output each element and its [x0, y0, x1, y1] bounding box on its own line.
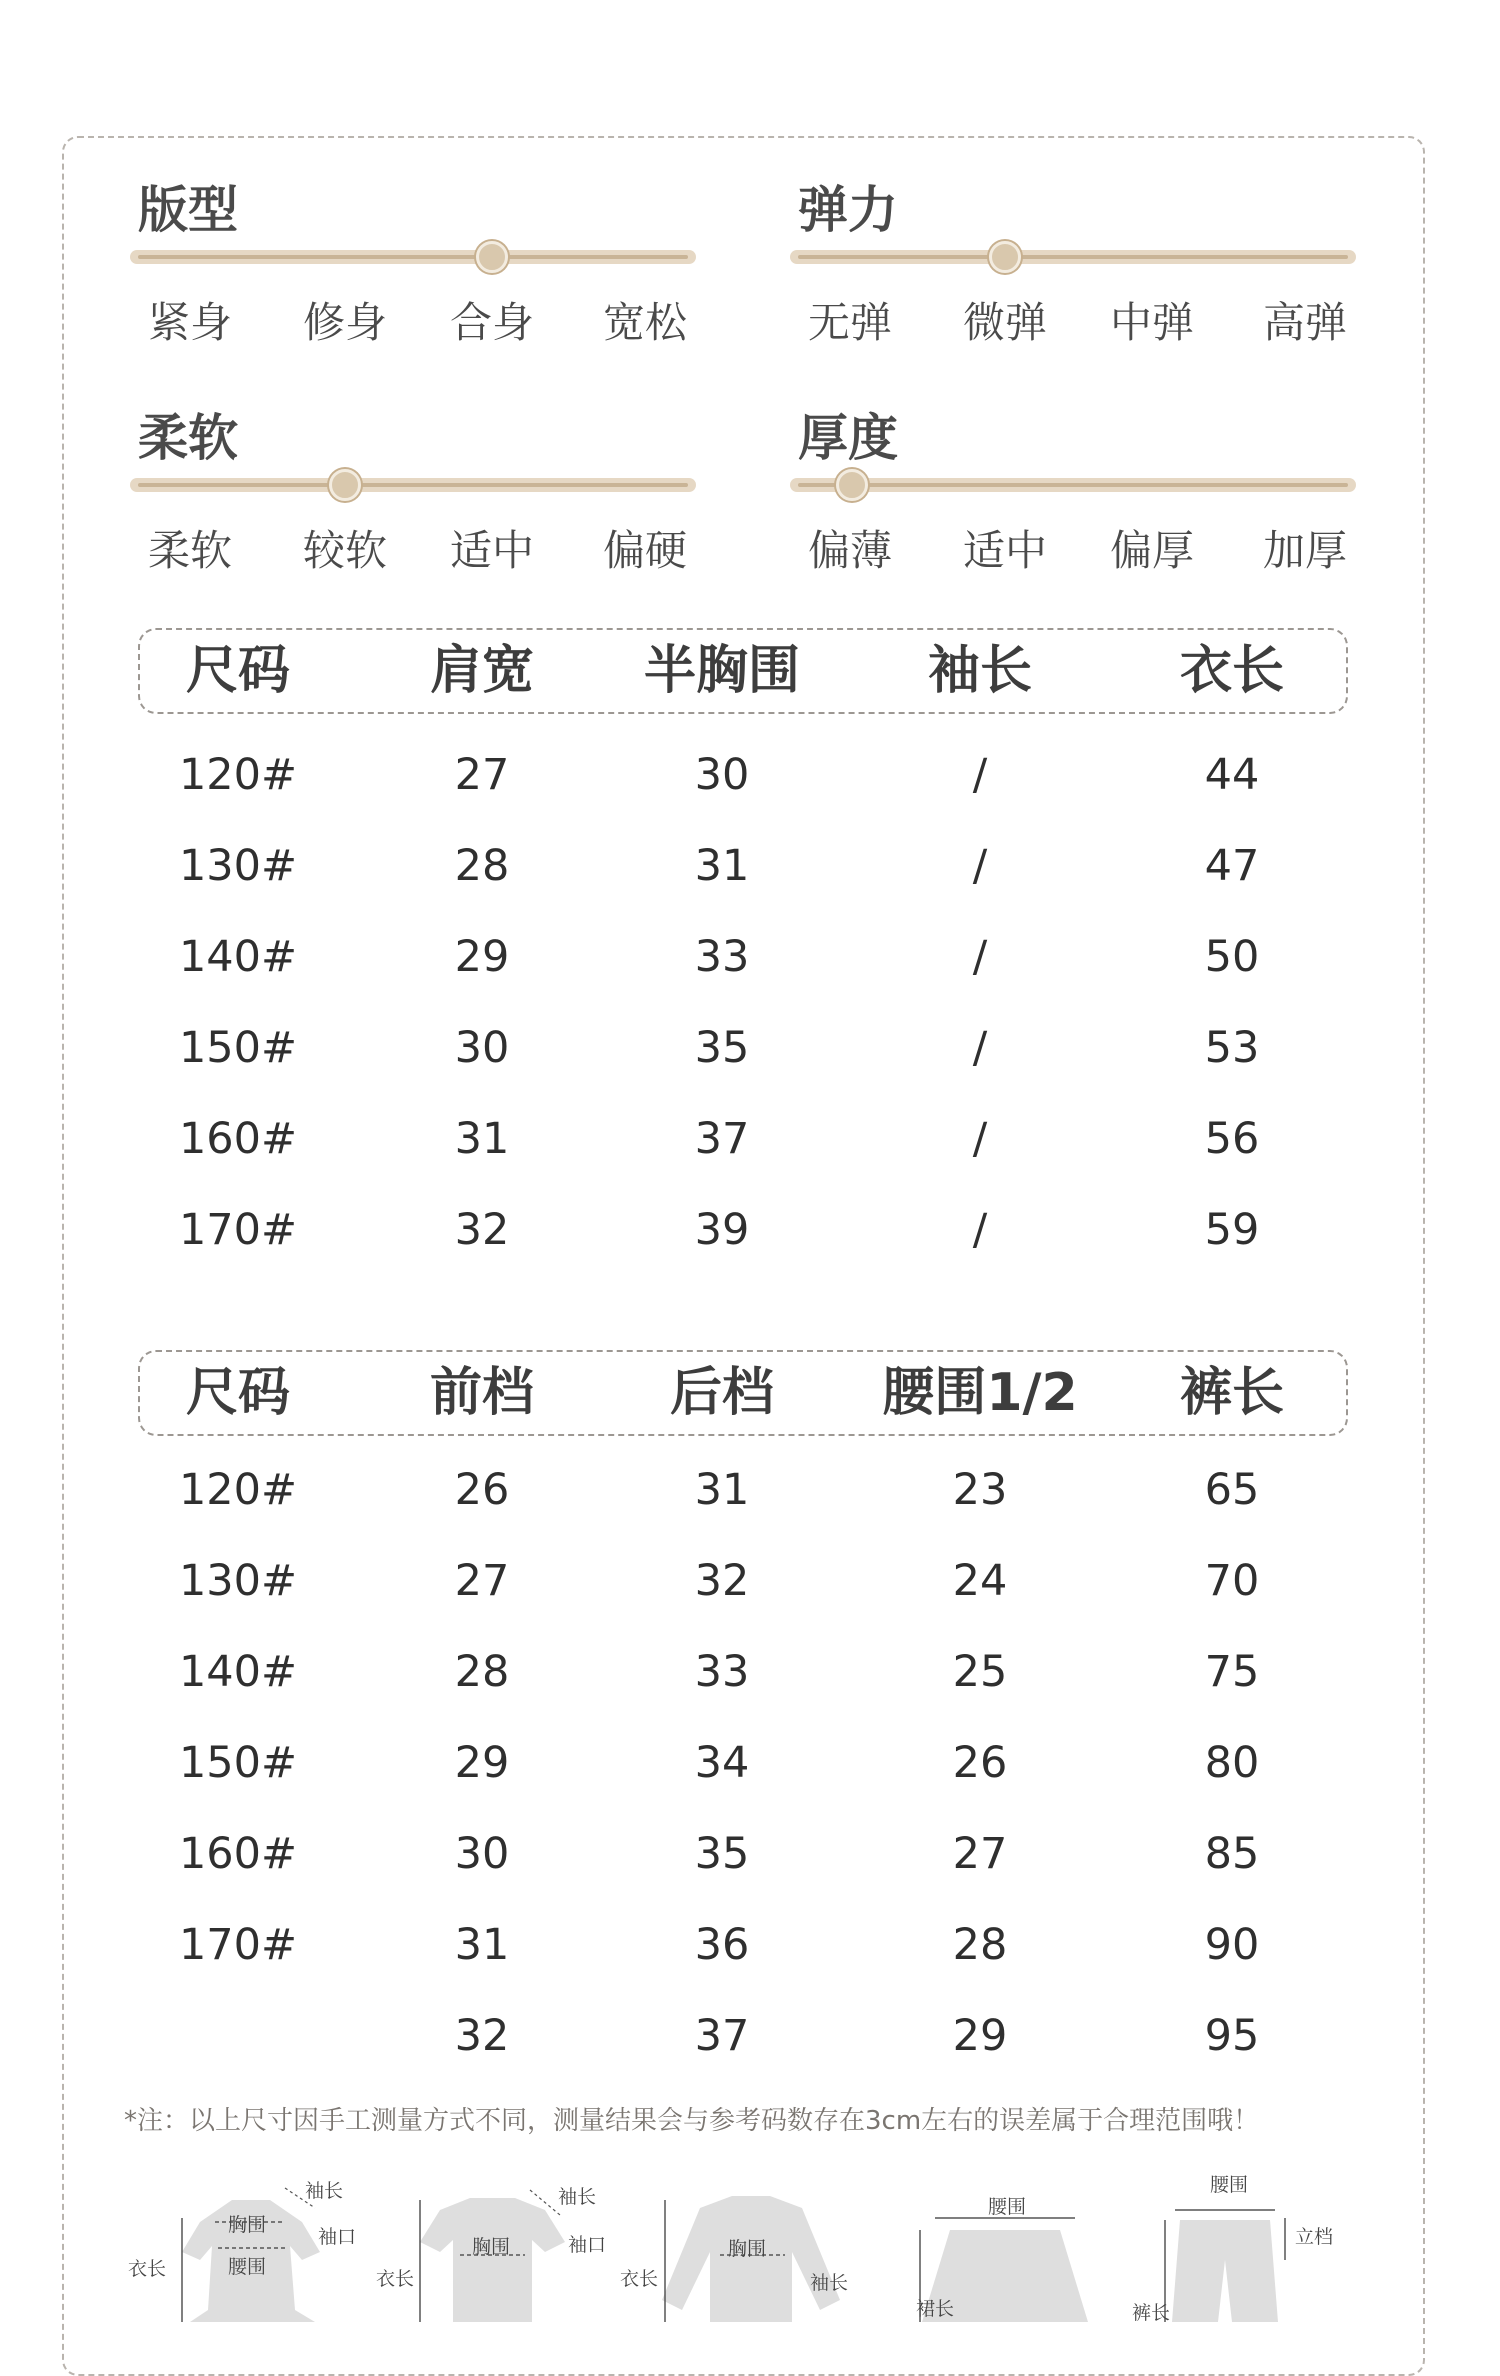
attribute-title: 弹力	[798, 181, 898, 239]
attribute-option: 偏硬	[602, 526, 687, 575]
table-cell: /	[972, 1114, 988, 1164]
diagram-label-rise: 立档	[1295, 2226, 1334, 2248]
table-cell: /	[972, 750, 988, 800]
table-row	[0, 1099, 1500, 1179]
attribute-title: 柔软	[138, 409, 238, 467]
table-header-cell: 袖长	[927, 641, 1032, 701]
table-cell: 30	[454, 1023, 510, 1073]
table-cell: 24	[952, 1556, 1008, 1606]
table-cell: 75	[1204, 1647, 1260, 1697]
table-cell: 35	[694, 1023, 750, 1073]
table-cell: 32	[454, 1205, 510, 1255]
table-cell: /	[972, 932, 988, 982]
table-cell: 150#	[178, 1738, 298, 1788]
table-header-cell: 腰围1/2	[882, 1363, 1078, 1423]
diagram-label-cuff-1: 袖口	[318, 2226, 357, 2248]
table-cell: 65	[1204, 1465, 1260, 1515]
diagram-label-waist-1: 腰围	[228, 2256, 267, 2278]
diagram-label-pants-length: 裤长	[1132, 2302, 1171, 2324]
table-cell: 50	[1204, 932, 1260, 982]
table-cell: /	[972, 841, 988, 891]
attribute-option: 中弹	[1109, 298, 1194, 347]
table-cell: 25	[952, 1647, 1008, 1697]
diagram-label-waist-5: 腰围	[1210, 2174, 1249, 2196]
table-cell: 29	[952, 2011, 1008, 2061]
table-cell: 160#	[178, 1114, 298, 1164]
table-cell: 160#	[178, 1829, 298, 1879]
table-row	[0, 735, 1500, 815]
table-header-cell: 尺码	[185, 1363, 290, 1423]
table-cell: 150#	[178, 1023, 298, 1073]
attribute-option: 合身	[449, 298, 534, 347]
attribute-slider-track	[790, 250, 1356, 264]
table-cell	[128, 1996, 348, 2076]
table-cell: 31	[454, 1920, 510, 1970]
table-cell: 170#	[178, 1920, 298, 1970]
attribute-slider-knob	[476, 241, 508, 273]
table-cell: 28	[952, 1920, 1008, 1970]
attribute-option: 宽松	[602, 298, 687, 347]
attribute-option: 适中	[449, 526, 534, 575]
table-cell: 27	[454, 750, 510, 800]
diagram-label-sleeve-2: 袖长	[558, 2186, 597, 2208]
table-cell: 31	[694, 841, 750, 891]
attribute-slider-knob	[989, 241, 1021, 273]
attribute-option: 无弹	[807, 298, 892, 347]
attribute-option: 较软	[302, 526, 387, 575]
table-cell: 140#	[178, 932, 298, 982]
table-cell: 35	[694, 1829, 750, 1879]
attribute-slider-knob	[836, 469, 868, 501]
table-row	[0, 1723, 1500, 1803]
table-cell: 56	[1204, 1114, 1260, 1164]
attribute-option: 加厚	[1262, 526, 1347, 575]
table-cell: 47	[1204, 841, 1260, 891]
attribute-slider-track	[130, 250, 696, 264]
attribute-title: 版型	[138, 181, 238, 239]
table-cell: 32	[694, 1556, 750, 1606]
table-row	[0, 1632, 1500, 1712]
table-cell: 95	[1204, 2011, 1260, 2061]
table-row	[0, 1008, 1500, 1088]
diagram-label-chest-3: 胸围	[728, 2238, 767, 2260]
table-cell: 130#	[178, 841, 298, 891]
table-cell: 170#	[178, 1205, 298, 1255]
table-cell: 120#	[178, 1465, 298, 1515]
table-cell: 32	[454, 2011, 510, 2061]
table-cell: 33	[694, 1647, 750, 1697]
attribute-slider-knob	[329, 469, 361, 501]
table-cell: 37	[694, 2011, 750, 2061]
table-cell: 31	[694, 1465, 750, 1515]
table-cell: 130#	[178, 1556, 298, 1606]
table-cell: 29	[454, 932, 510, 982]
attribute-option: 偏厚	[1109, 526, 1194, 575]
table-cell: /	[972, 1205, 988, 1255]
table-header-cell: 肩宽	[429, 641, 534, 701]
table-row	[0, 1450, 1500, 1530]
attribute-slider-track	[130, 478, 696, 492]
table-cell: 140#	[178, 1647, 298, 1697]
attribute-option: 高弹	[1262, 298, 1347, 347]
table-cell: 90	[1204, 1920, 1260, 1970]
table-cell: 37	[694, 1114, 750, 1164]
diagram-label-chest-1: 胸围	[228, 2214, 267, 2236]
table-header-cell: 裤长	[1179, 1363, 1284, 1423]
attribute-slider-track	[790, 478, 1356, 492]
table-header-cell: 后档	[669, 1363, 774, 1423]
table-cell: 70	[1204, 1556, 1260, 1606]
table-cell: 39	[694, 1205, 750, 1255]
diagram-label-cuff-2: 袖口	[568, 2234, 607, 2256]
attribute-option: 修身	[302, 298, 387, 347]
diagram-label-sleeve-1: 袖长	[305, 2180, 344, 2202]
table-cell: 34	[694, 1738, 750, 1788]
table-cell: 120#	[178, 750, 298, 800]
table-row	[0, 1190, 1500, 1270]
table-header-cell: 前档	[429, 1363, 534, 1423]
attribute-option: 紧身	[147, 298, 232, 347]
table-cell: 26	[952, 1738, 1008, 1788]
table-cell: 30	[694, 750, 750, 800]
table-cell: 85	[1204, 1829, 1260, 1879]
diagram-label-skirt-length: 裙长	[916, 2298, 955, 2320]
table-cell: 23	[952, 1465, 1008, 1515]
table-cell: 36	[694, 1920, 750, 1970]
tshirt-silhouette	[420, 2198, 565, 2322]
diagram-label-length-2: 衣长	[376, 2268, 415, 2290]
diagram-label-waist-4: 腰围	[988, 2196, 1027, 2218]
diagram-label-length-1: 衣长	[128, 2258, 167, 2280]
table-header-cell: 半胸围	[643, 641, 800, 701]
table-cell: 59	[1204, 1205, 1260, 1255]
table-cell: 30	[454, 1829, 510, 1879]
diagram-label-length-3: 衣长	[620, 2268, 659, 2290]
table-cell: 33	[694, 932, 750, 982]
table-row	[0, 1905, 1500, 1985]
table-cell: 27	[952, 1829, 1008, 1879]
attribute-option: 微弹	[962, 298, 1047, 347]
measurement-diagrams	[120, 2160, 1360, 2322]
diagram-label-chest-2: 胸围	[472, 2236, 511, 2258]
table-cell: 28	[454, 1647, 510, 1697]
table-row	[0, 917, 1500, 997]
table-cell: 31	[454, 1114, 510, 1164]
table-cell: 28	[454, 841, 510, 891]
table-header-cell: 尺码	[185, 641, 290, 701]
table-cell: /	[972, 1023, 988, 1073]
table-cell: 27	[454, 1556, 510, 1606]
table-row	[0, 1541, 1500, 1621]
table-cell: 53	[1204, 1023, 1260, 1073]
attribute-title: 厚度	[798, 409, 898, 467]
table-cell: 26	[454, 1465, 510, 1515]
table-cell: 80	[1204, 1738, 1260, 1788]
table-row	[0, 1996, 1500, 2076]
table-header-cell: 衣长	[1179, 641, 1284, 701]
attribute-option: 柔软	[147, 526, 232, 575]
attribute-option: 适中	[962, 526, 1047, 575]
table-cell: 29	[454, 1738, 510, 1788]
table-row	[0, 826, 1500, 906]
diagram-label-sleeve-3: 袖长	[810, 2272, 849, 2294]
pants-silhouette	[1172, 2220, 1278, 2322]
measurement-note: *注：以上尺寸因手工测量方式不同，测量结果会与参考码数存在3cm左右的误差属于合理范围哦！	[124, 2106, 1260, 2136]
table-row	[0, 1814, 1500, 1894]
table-cell: 44	[1204, 750, 1260, 800]
attribute-option: 偏薄	[807, 526, 892, 575]
